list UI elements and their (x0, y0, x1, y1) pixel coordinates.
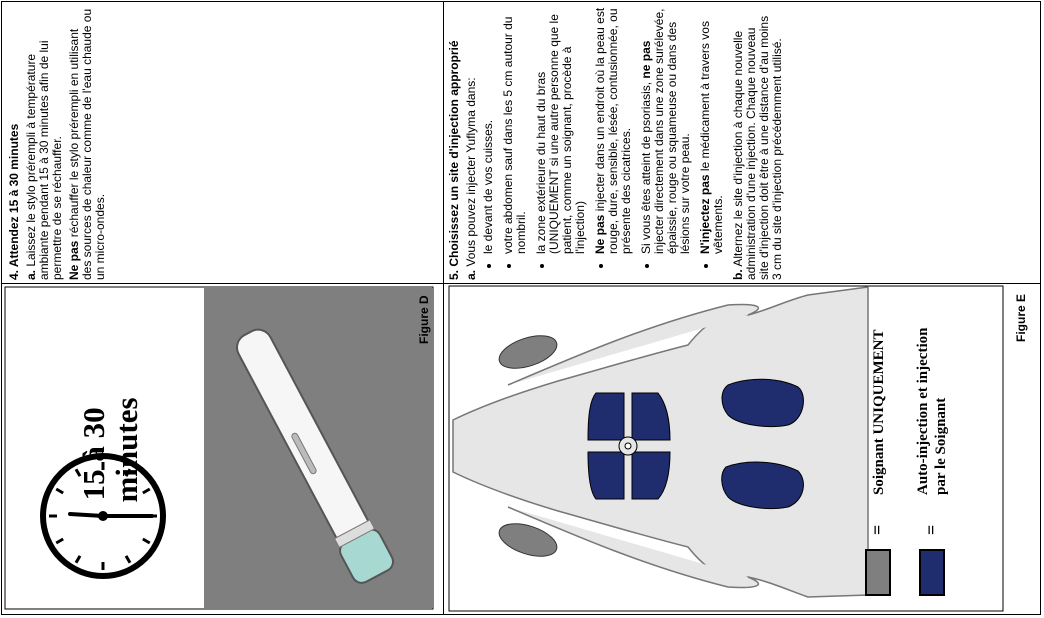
step4-text (8, 8, 111, 280)
step4-title: 4. Attendez 15 à 30 minutes (7, 123, 21, 280)
injection-site-list (482, 6, 725, 280)
step5-paragraph-a: a. Vous pouvez injecter Yuflyma dans: (464, 77, 478, 280)
legend-equals-blue: = (921, 524, 941, 535)
step5-title: 5. Choisissez un site d'injection approprié (447, 40, 461, 280)
figure-d (4, 286, 434, 610)
legend-blue-swatch (920, 550, 944, 595)
step4-warning: Ne pas réchauffer le stylo prérempli en utilisant des sources de chaleur comme de l'eau chaude ou un micro-ondes. (67, 8, 107, 280)
legend-equals-gray: = (867, 524, 887, 535)
figure-e (448, 285, 1004, 612)
column-divider (443, 1, 444, 615)
time-label: 15 à 30 minutes (76, 397, 144, 503)
list-item: • votre abdomen sauf dans les 5 cm autour du nombril. (502, 6, 528, 254)
step4-paragraph-a: a. Laissez le stylo prérempli à température ambiante pendant 15 à 30 minutes afin de lui permettre de se réchauffer. (24, 40, 64, 280)
row-divider (1, 283, 1041, 284)
legend-blue-label: Auto-injection et injection par le Soignant (915, 327, 949, 495)
list-item: • Si vous êtes atteint de psoriasis, ne pas injecter directement dans une zone surélevée, épaissie, rouge ou squameuse ou dans des lésions sur votre peau. (640, 6, 692, 254)
figure-d-label: Figure D (417, 295, 431, 344)
figure-e-label: Figure E (1014, 293, 1028, 342)
list-item: • le devant de vos cuisses. (482, 6, 495, 254)
list-item: • la zone extérieure du haut du bras (UNIQUEMENT si une autre personne que le patient, comme un soignant, procède à l'injection) (535, 6, 587, 254)
list-item: • N'injectez pas le médicament à travers vos vêtements. (699, 6, 725, 254)
step5-text (448, 6, 788, 280)
list-item: • Ne pas injecter dans un endroit où la peau est rouge, dure, sensible, lésée, contusionnée, ou présente des cicatrices. (594, 6, 633, 254)
legend-gray-label: Soignant UNIQUEMENT (871, 329, 887, 495)
step5-paragraph-b: b. Alternez le site d'injection à chaque nouvelle administration d'une injection. Chaque nouveau site d'injection doit être à une distance d'au moins 3 cm du site d'injection précédemment utilisé. (731, 15, 784, 280)
legend-gray-swatch (866, 550, 890, 595)
